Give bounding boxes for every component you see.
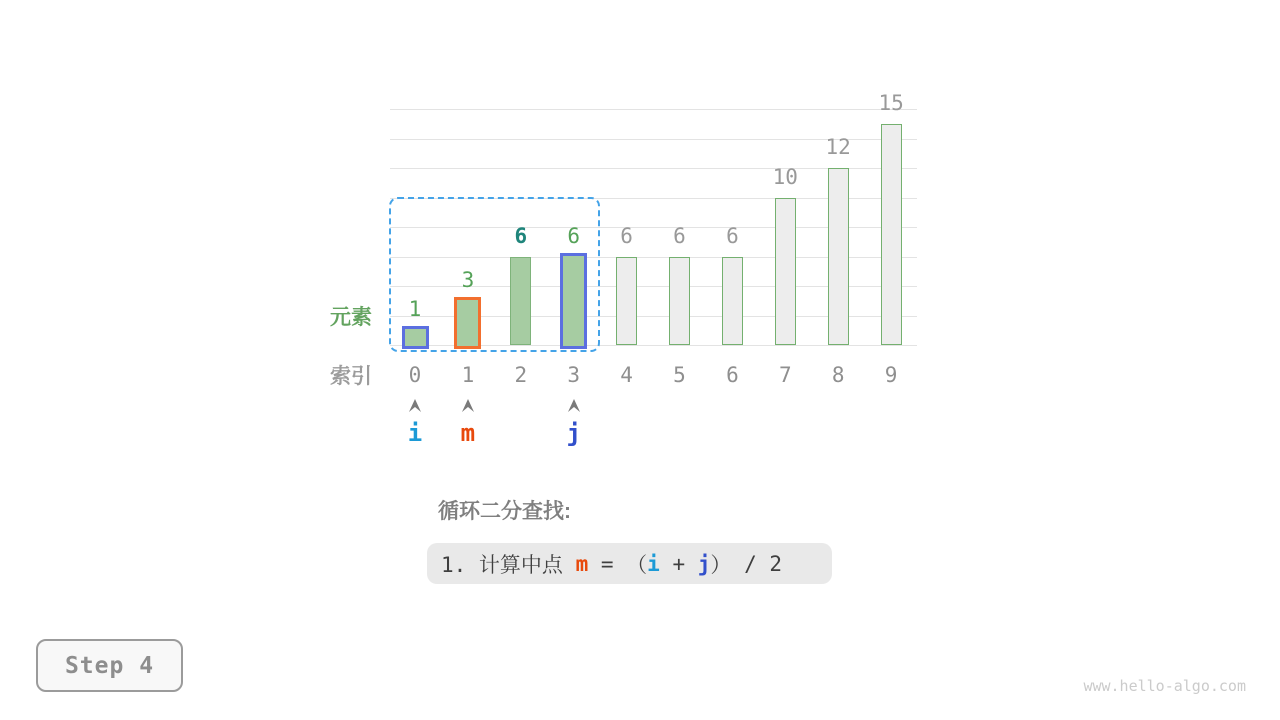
pointer-label-j: j [566,419,581,447]
bar-value-label: 6 [673,223,686,248]
up-caret-icon [462,399,474,412]
index-label: 0 [408,363,422,387]
bar-value-label: 6 [514,223,528,248]
up-caret-icon [568,399,580,412]
pointer-label-i: i [407,419,423,447]
y-axis-label-element: 元素 [330,306,372,329]
bar-value-label: 12 [825,135,851,159]
bar-value-label: 6 [726,223,739,248]
gridline [390,109,917,110]
bar-value-label: 1 [408,297,422,322]
bar-value-label: 3 [461,267,475,292]
index-label: 8 [831,363,845,387]
index-label: 9 [884,363,898,387]
array-bar-index-9 [881,124,902,345]
formula-var-j: j [697,551,711,576]
index-label: 3 [567,363,581,387]
pointer-label-m: m [460,419,476,447]
array-bar-index-6 [722,257,743,346]
bar-value-label: 6 [567,223,581,248]
caption-title: 循环二分查找: [438,500,571,523]
array-bar-index-5 [669,257,690,346]
index-label: 4 [620,363,633,387]
formula-text: ） [710,552,732,577]
watermark-url: www.hello-algo.com [1083,677,1246,695]
bar-value-label: 6 [620,223,633,248]
bar-value-label: 10 [772,164,798,189]
up-caret-icon [409,399,421,412]
array-bar-index-8 [828,168,849,345]
formula-var-i: i [647,551,660,576]
formula-text: = [588,551,627,576]
array-bar-index-4 [616,257,637,346]
index-label: 1 [461,363,475,387]
array-bar-index-7 [775,198,796,346]
bar-value-label: 15 [878,90,904,115]
formula-pill [427,543,832,584]
index-label: 5 [673,363,686,387]
index-label: 6 [726,363,739,387]
step-badge: Step 4 [36,639,183,692]
formula-var-m: m [575,551,589,576]
index-label: 2 [514,363,528,387]
search-range-box [389,197,601,352]
x-axis-label-index: 索引 [330,365,372,388]
formula-text: （ [626,552,648,577]
index-label: 7 [778,363,792,387]
formula-text: / 2 [731,551,782,576]
formula-text: 1. 计算中点 [441,552,576,577]
formula-text: + [659,551,698,576]
